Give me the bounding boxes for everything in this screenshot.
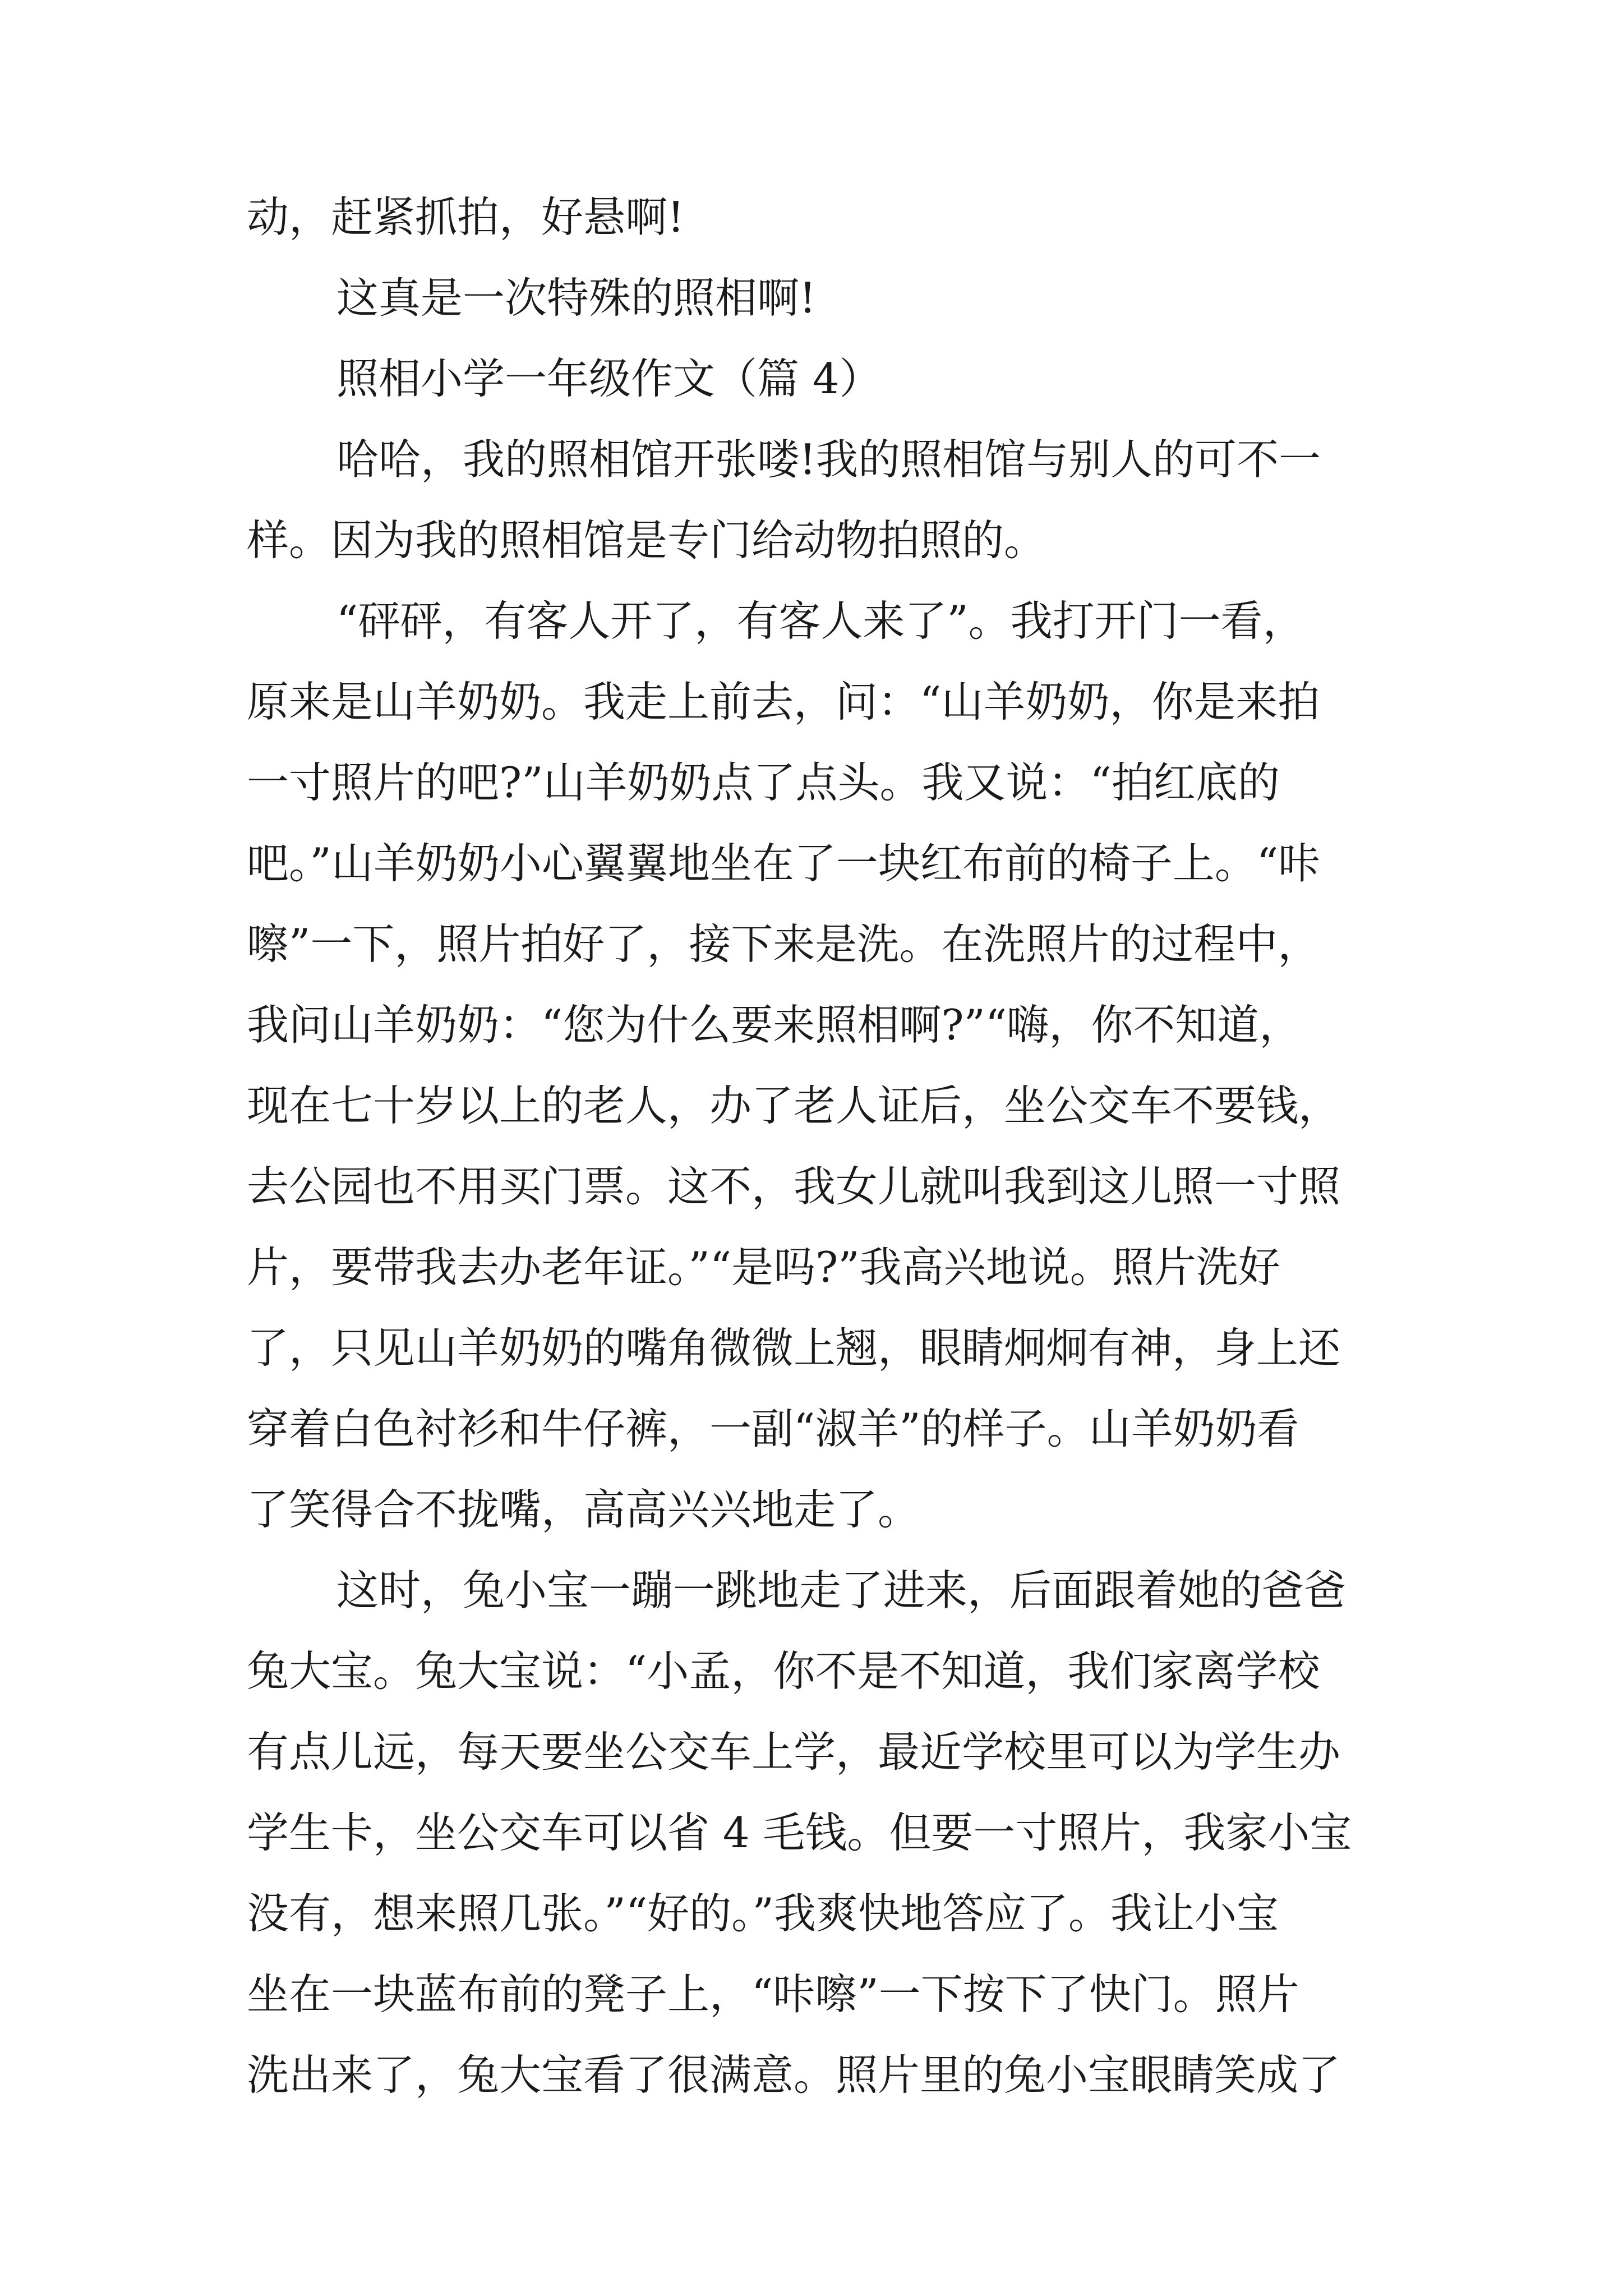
text-line: 样。因为我的照相馆是专门给动物拍照的。 xyxy=(247,516,1046,565)
text-line: 这真是一次特殊的照相啊! xyxy=(336,273,817,323)
text-line: “砰砰，有客人开了，有客人来了”。我打开门一看， xyxy=(336,596,1305,646)
text-line: 洗出来了，兔大宝看了很满意。照片里的兔小宝眼睛笑成了 xyxy=(247,2050,1341,2100)
text-line: 了，只见山羊奶奶的嘴角微微上翘，眼睛炯炯有神，身上还 xyxy=(247,1323,1341,1373)
text-line: 学生卡，坐公交车可以省 4 毛钱。但要一寸照片，我家小宝 xyxy=(247,1808,1352,1857)
text-line: 没有，想来照几张。”“好的。”我爽快地答应了。我让小宝 xyxy=(247,1889,1279,1938)
text-line: 了笑得合不拢嘴，高高兴兴地走了。 xyxy=(247,1485,920,1534)
text-line: 照相小学一年级作文（篇 4） xyxy=(336,354,882,403)
text-line: 动，赶紧抓拍，好悬啊! xyxy=(247,192,685,242)
text-line: 现在七十岁以上的老人，办了老人证后，坐公交车不要钱， xyxy=(247,1081,1341,1130)
body-text xyxy=(247,194,1391,2132)
text-line: 一寸照片的吧?”山羊奶奶点了点头。我又说：“拍红底的 xyxy=(247,758,1280,807)
text-line: 哈哈，我的照相馆开张喽!我的照相馆与别人的可不一 xyxy=(336,435,1321,484)
text-line: 嚓”一下，照片拍好了，接下来是洗。在洗照片的过程中， xyxy=(247,919,1320,969)
text-line: 我问山羊奶奶：“您为什么要来照相啊?”“嗨，你不知道， xyxy=(247,1000,1302,1050)
text-line: 穿着白色衬衫和牛仔裤，一副“淑羊”的样子。山羊奶奶看 xyxy=(247,1404,1299,1453)
text-line: 吧。”山羊奶奶小心翼翼地坐在了一块红布前的椅子上。“咔 xyxy=(247,839,1321,888)
text-line: 有点儿远，每天要坐公交车上学，最近学校里可以为学生办 xyxy=(247,1727,1341,1777)
text-line: 去公园也不用买门票。这不，我女儿就叫我到这儿照一寸照 xyxy=(247,1162,1341,1211)
text-line: 坐在一块蓝布前的凳子上，“咔嚓”一下按下了快门。照片 xyxy=(247,1970,1299,2019)
text-line: 原来是山羊奶奶。我走上前去，问：“山羊奶奶，你是来拍 xyxy=(247,677,1320,726)
text-line: 兔大宝。兔大宝说：“小孟，你不是不知道，我们家离学校 xyxy=(247,1646,1320,1696)
text-line: 片，要带我去办老年证。”“是吗?”我高兴地说。照片洗好 xyxy=(247,1243,1280,1292)
text-line: 这时，兔小宝一蹦一跳地走了进来，后面跟着她的爸爸 xyxy=(336,1566,1347,1615)
